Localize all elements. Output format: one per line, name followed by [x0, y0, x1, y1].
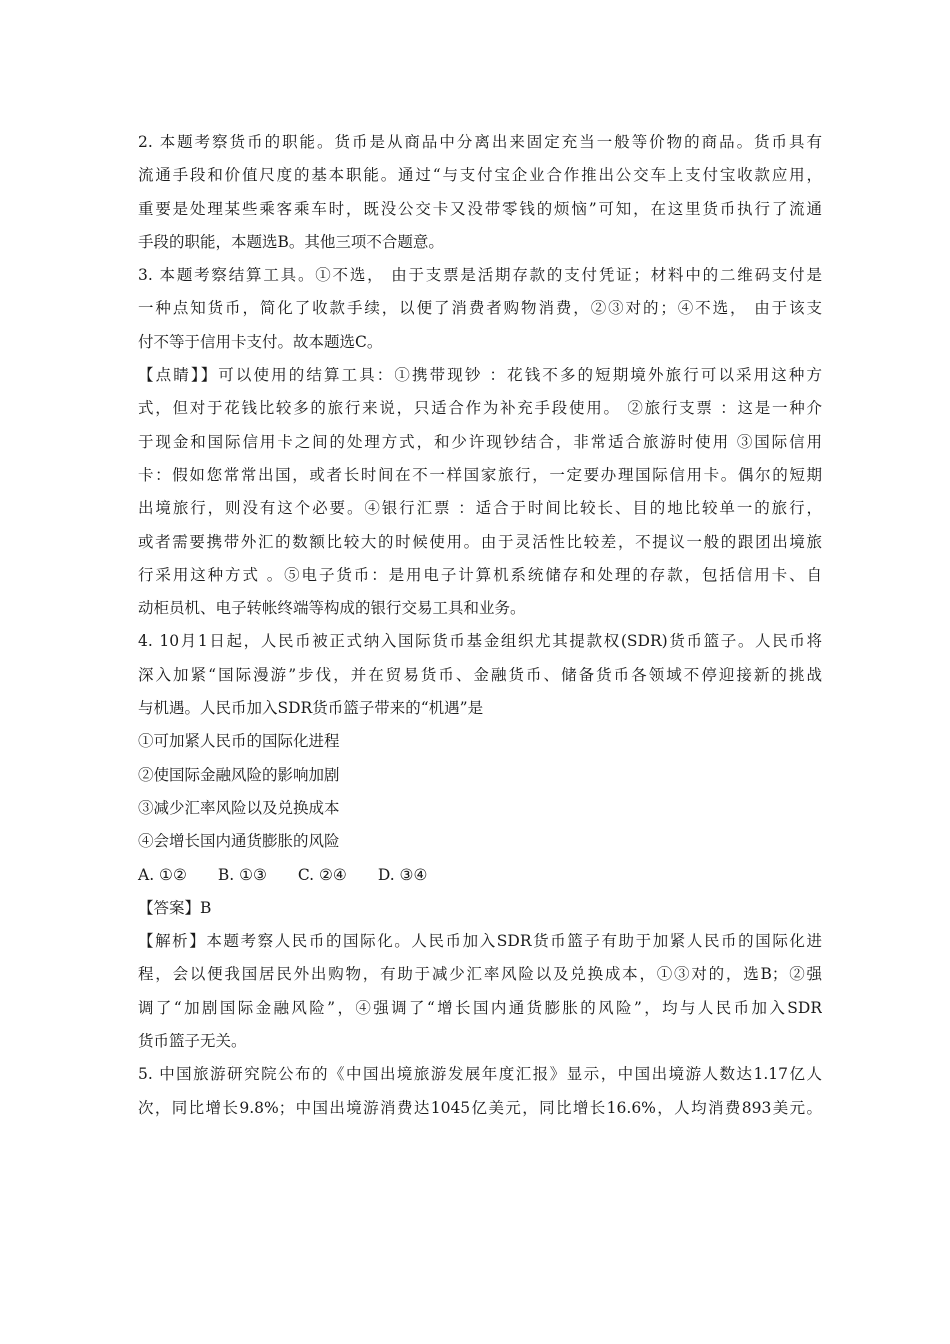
text-line: ④会增长国内通货膨胀的风险 [138, 832, 340, 851]
text-line: 【解析】本题考察人民币的国际化。人民币加入SDR货币篮子有助于加紧人民币的国际化进 [138, 932, 822, 951]
text-line: 4. 10月1日起，人民币被正式纳入国际货币基金组织尤其提款权(SDR)货币篮子。人民币将 [138, 632, 822, 651]
text-line: 手段的职能，本题选B。其他三项不合题意。 [138, 232, 444, 251]
text-line: A. ①② B. ①③ C. ②④ D. ③④ [138, 865, 428, 884]
text-line: 式，但对于花钱比较多的旅行来说，只适合作为补充手段使用。 ②旅行支票 ：这是一种介 [138, 399, 822, 418]
text-line: 动柜员机、电子转帐终端等构成的银行交易工具和业务。 [138, 599, 526, 618]
text-line: 付不等于信用卡支付。故本题选C。 [138, 332, 383, 351]
text-line: 出境旅行，则没有这个必要。④银行汇票 ：适合于时间比较长、目的地比较单一的旅行， [138, 499, 822, 518]
text-line: 于现金和国际信用卡之间的处理方式，和少许现钞结合，非常适合旅游时使用 ③国际信用 [138, 432, 822, 451]
text-line: 流通手段和价值尺度的基本职能。通过“与支付宝企业合作推出公交车上支付宝收款应用， [138, 166, 822, 185]
text-line: 【点睛】】可以使用的结算工具：①携带现钞 ：花钱不多的短期境外旅行可以采用这种方 [138, 366, 822, 385]
text-line: 【答案】B [138, 898, 212, 917]
text-line: 一种点知货币，简化了收款手续，以便了消费者购物消费，②③对的；④不选， 由于该支 [138, 299, 822, 318]
text-line: 重要是处理某些乘客乘车时，既没公交卡又没带零钱的烦恼”可知，在这里货币执行了流通 [138, 199, 822, 218]
text-line: 3. 本题考察结算工具。①不选， 由于支票是活期存款的支付凭证；材料中的二维码支付是 [138, 266, 822, 285]
text-line: 2. 本题考察货币的职能。货币是从商品中分离出来固定充当一般等价物的商品。货币具有 [138, 133, 822, 151]
text-line: ③减少汇率风险以及兑换成本 [138, 798, 340, 817]
text-line: 5. 中国旅游研究院公布的《中国出境旅游发展年度汇报》显示，中国出境游人数达1.17亿人 [138, 1065, 822, 1084]
text-line: 调了“加剧国际金融风险”，④强调了“增长国内通货膨胀的风险”，均与人民币加入SDR [138, 998, 822, 1017]
text-line: 或者需要携带外汇的数额比较大的时候使用。由于灵活性比较差，不提议一般的跟团出境旅 [138, 532, 822, 551]
text-line: 行采用这种方式 。⑤电子货币：是用电子计算机系统储存和处理的存款，包括信用卡、自 [138, 565, 822, 584]
text-line: 深入加紧“国际漫游”步伐，并在贸易货币、金融货币、储备货币各领域不停迎接新的挑战 [138, 665, 822, 684]
text-line: ②使国际金融风险的影响加剧 [138, 765, 340, 784]
text-line: ①可加紧人民币的国际化进程 [138, 732, 340, 751]
text-line: 与机遇。人民币加入SDR货币篮子带来的“机遇”是 [138, 699, 484, 718]
text-line: 卡：假如您常常出国，或者长时间在不一样国家旅行，一定要办理国际信用卡。偶尔的短期 [138, 465, 822, 484]
text-line: 次，同比增长9.8%；中国出境游消费达1045亿美元，同比增长16.6%，人均消费893美元。 [138, 1098, 822, 1117]
document-page [138, 126, 822, 1125]
text-line: 程，会以便我国居民外出购物，有助于减少汇率风险以及兑换成本，①③对的，选B；②强 [138, 965, 822, 984]
text-line: 货币篮子无关。 [138, 1032, 247, 1051]
